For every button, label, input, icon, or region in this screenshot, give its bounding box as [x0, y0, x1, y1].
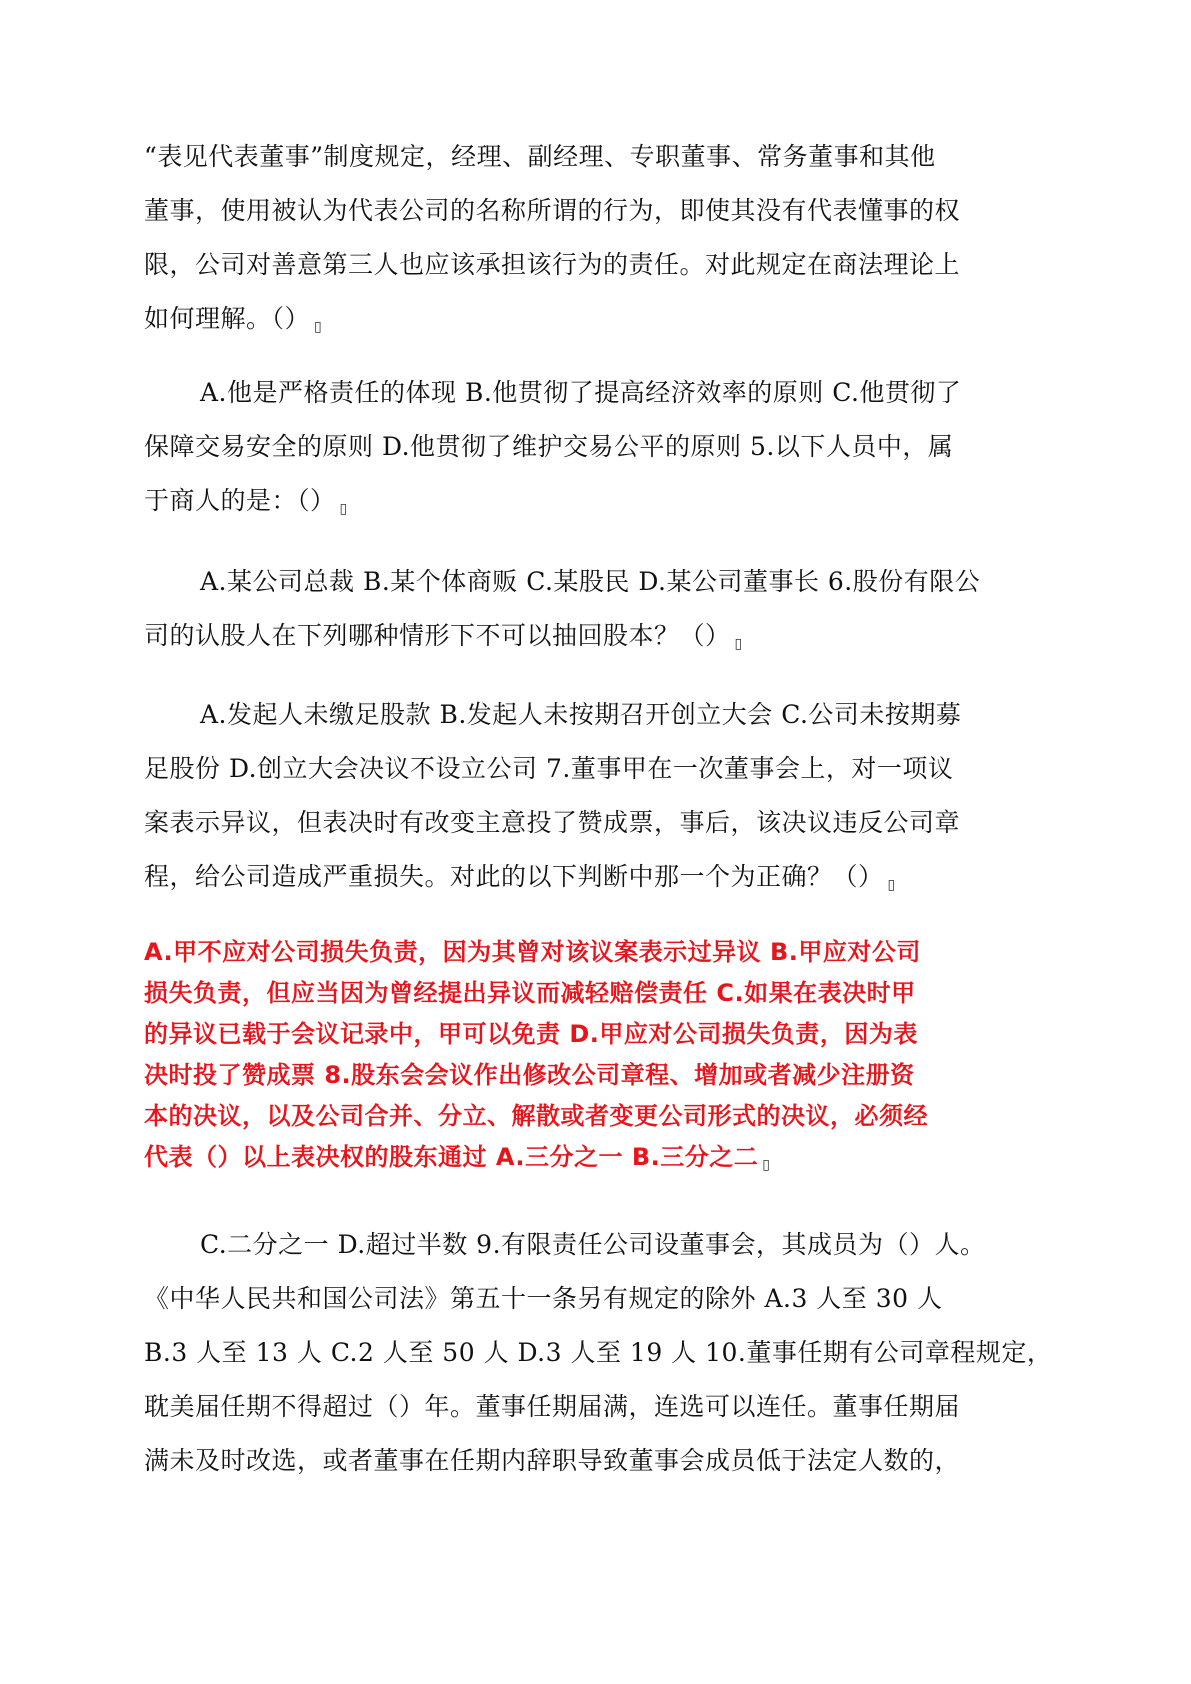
text-line: [144, 850, 1064, 904]
text-line-content: 司的认股人在下列哪种情形下不可以抽回股本？（）: [144, 621, 731, 650]
paragraph-end-mark: ▯: [314, 319, 323, 335]
question-4-stem: [144, 130, 1064, 346]
text-line: B.3 人至 13 人 C.2 人至 50 人 D.3 人至 19 人 10.董事任期有公司章程规定，: [144, 1338, 1053, 1367]
text-line: 《中华人民共和国公司法》第五十一条另有规定的除外 A.3 人至 30 人: [144, 1284, 943, 1313]
paragraph-end-mark: ▯: [734, 636, 743, 652]
question-8-options: [144, 1218, 1064, 1488]
text-line: “表见代表董事”制度规定，经理、副经理、专职董事、常务董事和其他: [144, 142, 936, 171]
text-line-content: 程，给公司造成严重损失。对此的以下判断中那一个为正确？（）: [144, 862, 884, 891]
text-line-content: 如何理解。（）: [144, 304, 311, 333]
highlighted-answer-block: [144, 932, 1064, 1178]
paragraph-end-mark: ▯: [887, 877, 896, 893]
text-line: 董事，使用被认为代表公司的名称所谓的行为，即使其没有代表懂事的权: [144, 196, 961, 225]
text-line: 限，公司对善意第三人也应该承担该行为的责任。对此规定在商法理论上: [144, 250, 961, 279]
text-line: A.发起人未缴足股款 B.发起人未按期召开创立大会 C.公司未按期募: [200, 700, 962, 729]
text-line: 耽美届任期不得超过（）年。董事任期届满，连选可以连任。董事任期届: [144, 1392, 961, 1421]
question-4-options: [144, 366, 1064, 528]
paragraph-end-mark: ▯: [339, 501, 348, 517]
text-line: 满未及时改选，或者董事在任期内辞职导致董事会成员低于法定人数的，: [144, 1446, 961, 1475]
text-line: A.他是严格责任的体现 B.他贯彻了提高经济效率的原则 C.他贯彻了: [200, 378, 962, 407]
text-line: [144, 292, 1064, 346]
text-line: 保障交易安全的原则 D.他贯彻了维护交易公平的原则 5.以下人员中，属: [144, 432, 954, 461]
text-line-content: 代表（）以上表决权的股东通过 A.三分之一 B.三分之二: [144, 1143, 759, 1171]
highlighted-line: 损失负责，但应当因为曾经提出异议而减轻赔偿责任 C.如果在表决时甲: [144, 979, 916, 1007]
text-line: 足股份 D.创立大会决议不设立公司 7.董事甲在一次董事会上，对一项议: [144, 754, 954, 783]
text-line-content: 于商人的是：（）: [144, 486, 336, 515]
text-line: [144, 609, 1064, 663]
paragraph-end-mark: ▯: [762, 1157, 771, 1173]
text-line: [144, 474, 1064, 528]
question-6-options: [144, 688, 1064, 904]
text-line: A.某公司总裁 B.某个体商贩 C.某股民 D.某公司董事长 6.股份有限公: [200, 567, 981, 596]
highlighted-line: 决时投了赞成票 8.股东会会议作出修改公司章程、增加或者减少注册资: [144, 1061, 915, 1089]
highlighted-line: 的异议已载于会议记录中，甲可以免责 D.甲应对公司损失负责，因为表: [144, 1020, 918, 1048]
question-5-options: [144, 555, 1064, 663]
highlighted-line: A.甲不应对公司损失负责，因为其曾对该议案表示过异议 B.甲应对公司: [144, 938, 921, 966]
highlighted-line: 本的决议，以及公司合并、分立、解散或者变更公司形式的决议，必须经: [144, 1102, 928, 1130]
highlighted-line: [144, 1137, 1064, 1178]
text-line: 案表示异议，但表决时有改变主意投了赞成票，事后，该决议违反公司章: [144, 808, 961, 837]
text-line: C.二分之一 D.超过半数 9.有限责任公司设董事会，其成员为（）人。: [200, 1230, 986, 1259]
